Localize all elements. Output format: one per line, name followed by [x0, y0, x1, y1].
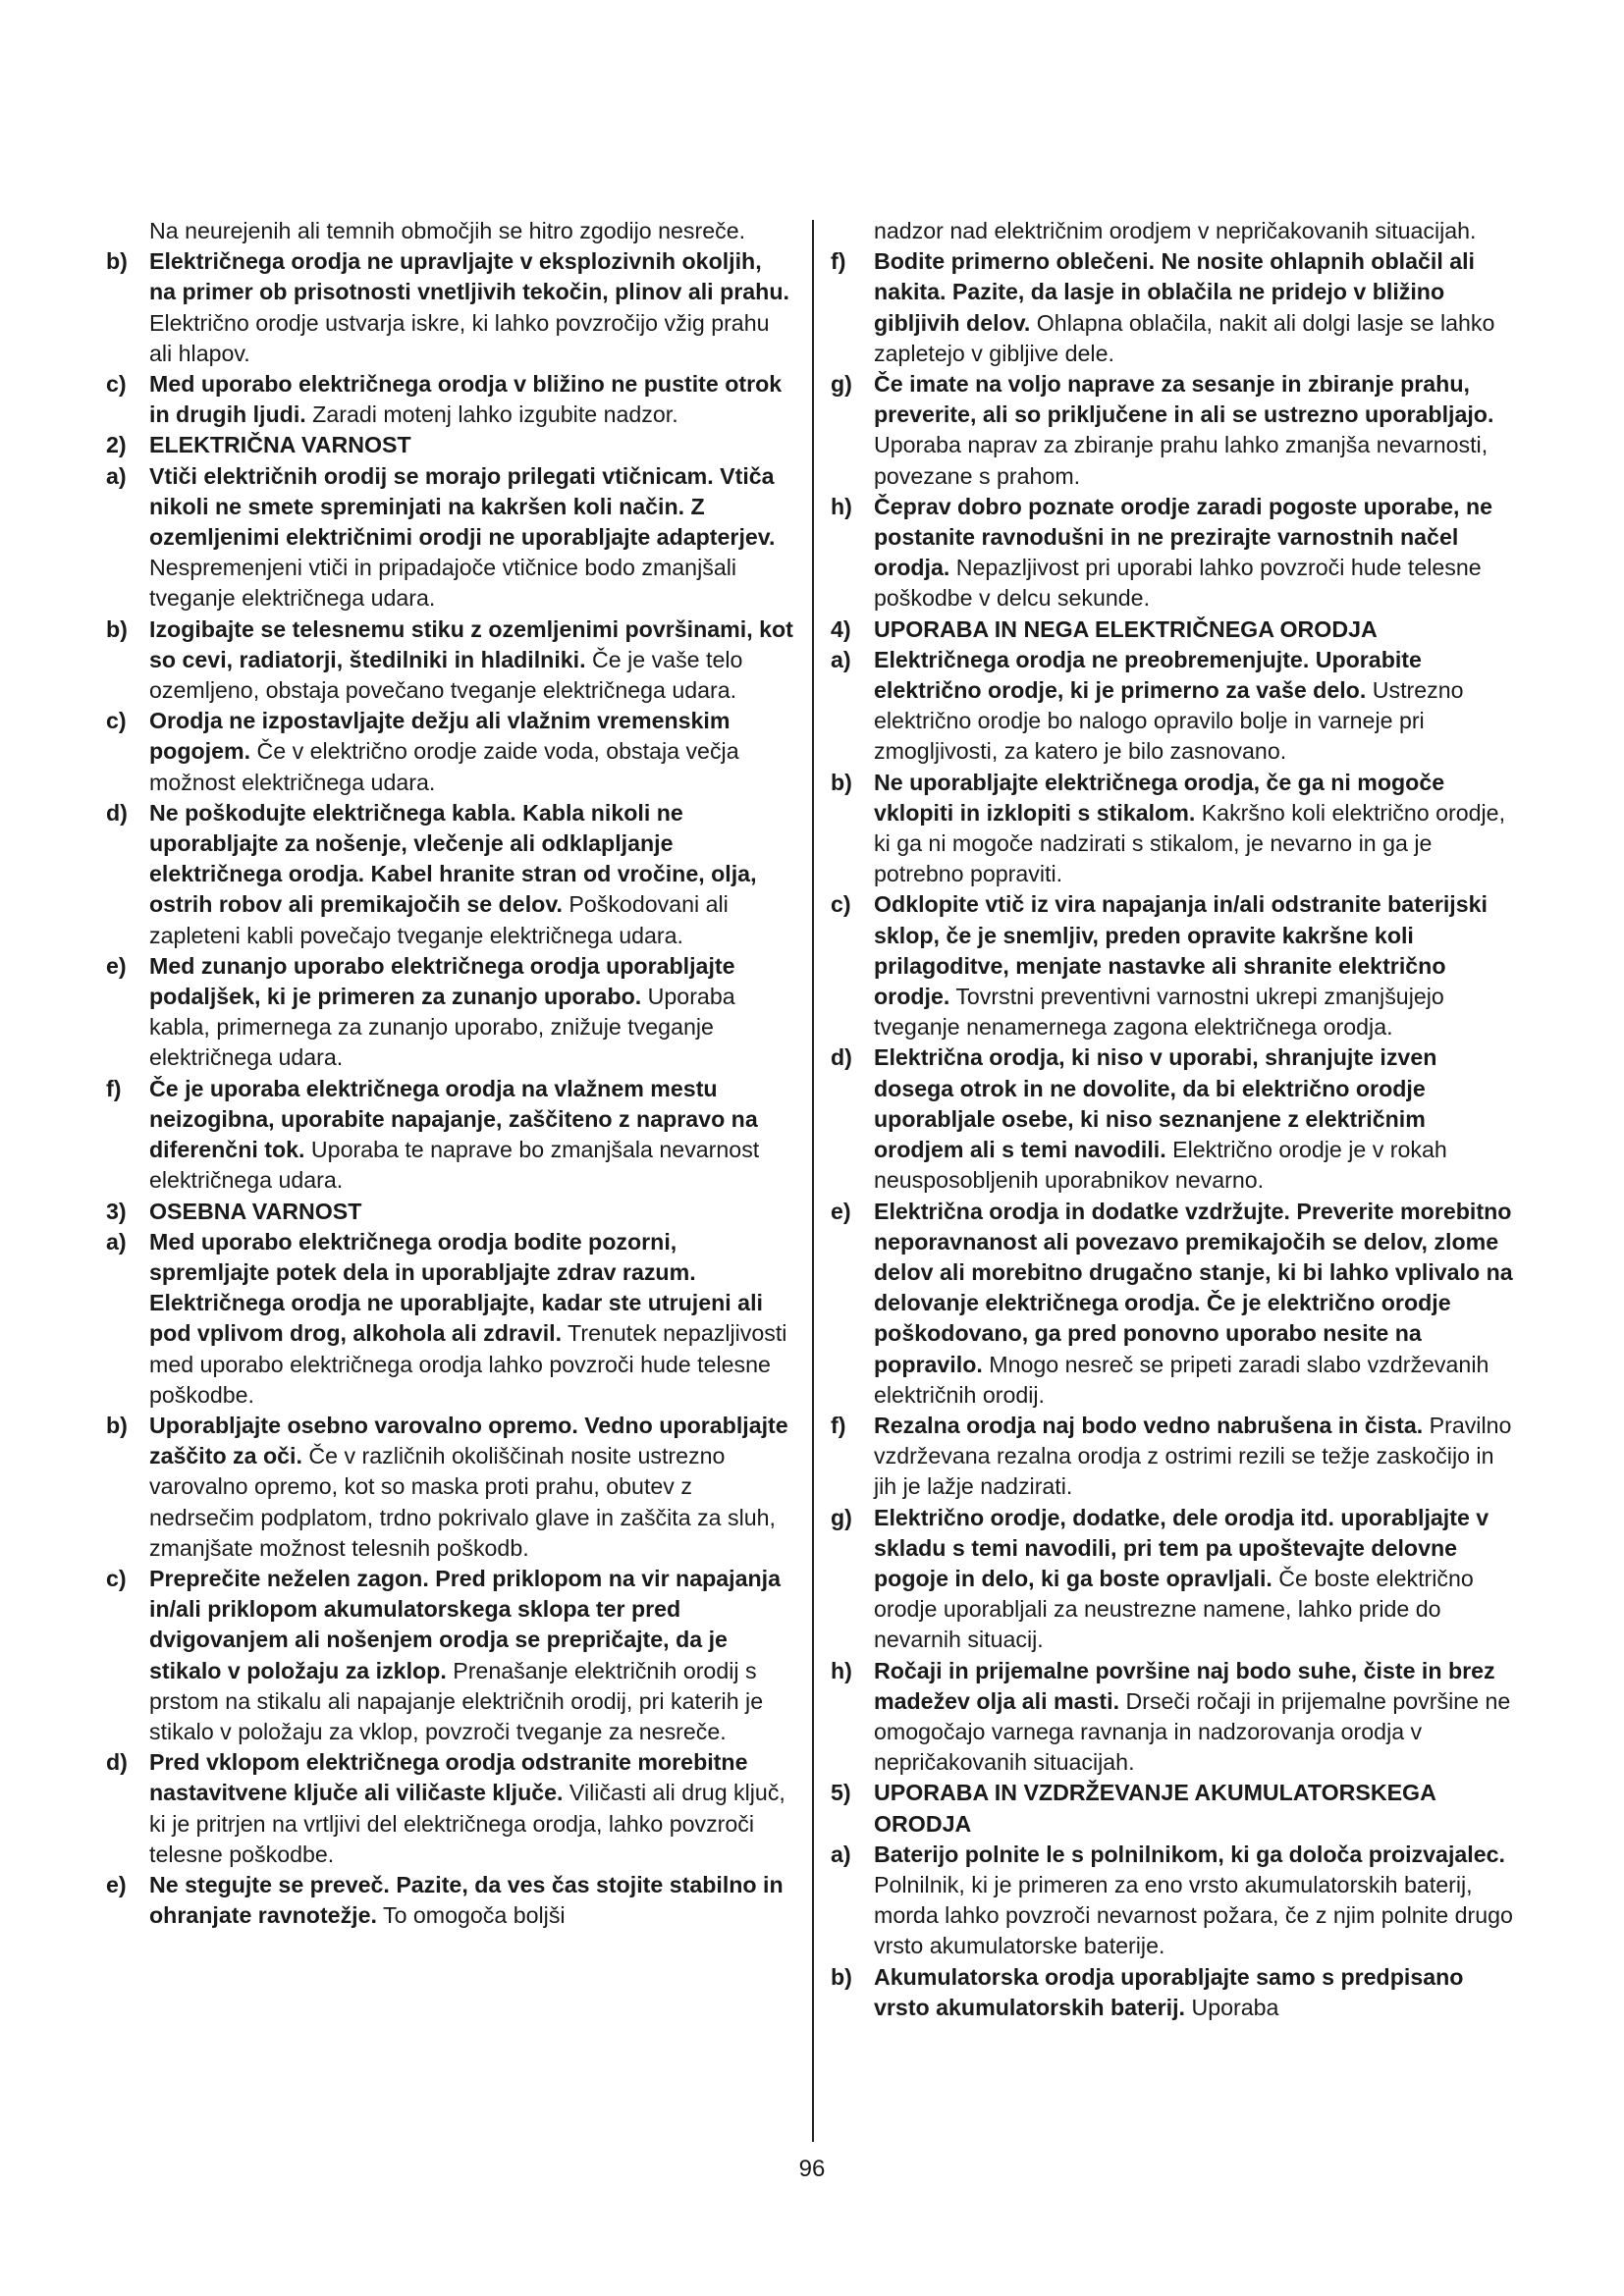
item-text: Nepazljivost pri uporabi lahko povzroči hude telesne poškodbe v delcu sekunde. — [874, 555, 1482, 612]
item-label: b) — [106, 248, 128, 275]
item-text: Ohlapna oblačila, nakit ali dolgi lasje se lahko zapletejo v gibljive dele. — [874, 309, 1495, 366]
list-item — [831, 1962, 1518, 2023]
item-label: d) — [831, 1044, 852, 1071]
item-label: b) — [106, 615, 128, 642]
item-text: Polnilnik, ki je primeren za eno vrsto akumulatorskih baterij, morda lahko povzroči nevarnost požara, če z njim polnite drugo vrsto akumulatorske baterije. — [874, 1871, 1513, 1959]
item-text: Nespremenjeni vtiči in pripadajoče vtičnice bodo zmanjšali tveganje električnega udara. — [149, 555, 737, 612]
list-item — [106, 1564, 793, 1747]
item-bold-text: Električno orodje, dodatke, dele orodja itd. uporabljajte v skladu s temi navodili, pri tem pa upoštevajte delovne pogoje in delo, ki ga boste opravljali. — [874, 1504, 1489, 1591]
item-text: Ustrezno električno orodje bo nalogo opravilo bolje in varneje pri zmogljivosti, za katero je bilo zasnovano. — [874, 677, 1464, 765]
list-item — [831, 1656, 1518, 1779]
item-label: a) — [106, 1228, 127, 1255]
item-text: Prenašanje električnih orodij s prstom na stikalu ali napajanje električnih orodij, pri katerih je stikalo v položaju za vklop, povzroči tveganje za nesreče. — [149, 1657, 764, 1744]
item-bold-text: Preprečite neželen zagon. Pred priklopom na vir napajanja in/ali priklopom akumulatorskega sklopa ter pred dvigovanjem ali nošenjem orodja se prepričajte, da je stikalo v položaju za izklop. — [149, 1565, 782, 1683]
list-item — [831, 1411, 1518, 1503]
list-item — [831, 768, 1518, 890]
list-item — [831, 889, 1518, 1042]
item-text: To omogoča boljši — [376, 1902, 566, 1929]
item-bold-text: Rezalna orodja naj bodo vedno nabrušena in čista. — [874, 1412, 1424, 1438]
item-text: Poškodovani ali zapleteni kabli povečajo tveganje električnega udara. — [149, 891, 729, 948]
item-text: Pravilno vzdrževana rezalna orodja z ostrimi rezili se težje zaskočijo in jih je lažje nadzirati. — [874, 1412, 1512, 1500]
item-text: Na neurejenih ali temnih območjih se hitro zgodijo nesreče. — [149, 218, 746, 243]
item-text: Trenutek nepazljivosti med uporabo električnega orodja lahko povzroči hude telesne poškodbe. — [149, 1320, 787, 1408]
item-bold-text: Ne uporabljajte električnega orodja, če ga ni mogoče vklopiti in izklopiti s stikalom. — [874, 769, 1445, 826]
item-bold-text: Odklopite vtič iz vira napajanja in/ali odstranite baterijski sklop, če je snemljiv, preden opravite kakršne koli prilagoditve, menjate nastavke ali shranite električno orodje. — [874, 891, 1488, 1010]
list-item — [831, 1042, 1518, 1196]
item-text: Če v različnih okoliščinah nosite ustrezno varovalno opremo, kot so maska proti prahu, obutev z nedrsečim podplatom, trdno pokrivalo glave in zaščita za sluh, zmanjšate možnost telesnih poškodb. — [149, 1443, 776, 1561]
item-bold-text: Izogibajte se telesnemu stiku z ozemljenimi površinami, kot so cevi, radiatorji, štedilniki in hladilniki. — [149, 615, 793, 672]
item-bold-text: Čeprav dobro poznate orodje zaradi pogoste uporabe, ne postanite ravnodušni in ne prezirajte varnostnih načel orodja. — [874, 493, 1493, 581]
item-label: b) — [106, 1412, 128, 1438]
left-column — [106, 216, 793, 1931]
item-label: c) — [106, 708, 127, 734]
item-text: Mnogo nesreč se pripeti zaradi slabo vzdrževanih električnih orodij. — [874, 1351, 1489, 1408]
item-label: c) — [106, 1565, 127, 1591]
section-title: UPORABA IN NEGA ELEKTRIČNEGA ORODJA — [874, 615, 1378, 642]
list-item — [106, 246, 793, 369]
item-label: a) — [106, 462, 127, 489]
list-item — [106, 1074, 793, 1197]
list-item — [106, 1411, 793, 1564]
item-text: Električno orodje ustvarja iskre, ki lahko povzročijo vžig prahu ali hlapov. — [149, 309, 770, 366]
section-number: 4) — [831, 615, 851, 642]
item-label: f) — [831, 1412, 846, 1438]
section-number: 2) — [106, 432, 127, 458]
section-number: 3) — [106, 1198, 127, 1224]
section-heading — [831, 614, 1518, 645]
list-item — [831, 645, 1518, 768]
section-heading — [106, 430, 793, 460]
list-item — [106, 1747, 793, 1870]
list-item — [106, 614, 793, 707]
item-label: a) — [831, 646, 851, 672]
list-item — [831, 1840, 1518, 1962]
section-number: 5) — [831, 1780, 851, 1806]
right-column — [831, 216, 1518, 2023]
item-label: e) — [106, 1871, 127, 1897]
item-text: Drseči ročaji in prijemalne površine ne omogočajo varnega ravnanja in nadzorovanja orodja v nepričakovanih situacijah. — [874, 1687, 1511, 1776]
list-item — [831, 246, 1518, 369]
item-text: Če je vaše telo ozemljeno, obstaja povečano tveganje električnega udara. — [149, 646, 743, 704]
section-title: UPORABA IN VZDRŽEVANJE AKUMULATORSKEGA ORODJA — [874, 1780, 1435, 1837]
item-label: d) — [106, 1749, 128, 1776]
item-text: Uporaba te naprave bo zmanjšala nevarnost električnega udara. — [149, 1137, 760, 1194]
item-bold-text: Če je uporaba električnega orodja na vlažnem mestu neizogibna, uporabite napajanje, zaščiteno z napravo na diferenčni tok. — [149, 1075, 758, 1163]
item-text: Zaradi motenj lahko izgubite nadzor. — [305, 401, 678, 428]
item-text: Če boste električno orodje uporabljali za neustrezne namene, lahko pride do nevarnih situacij. — [874, 1565, 1474, 1653]
item-bold-text: Električnega orodja ne preobremenjujte. Uporabite električno orodje, ki je primerno za vaše delo. — [874, 646, 1422, 704]
list-item — [106, 216, 793, 246]
section-title: OSEBNA VARNOST — [149, 1198, 362, 1224]
item-label: h) — [831, 493, 852, 519]
item-label: a) — [831, 1841, 851, 1867]
item-text: Električno orodje je v rokah neusposobljenih uporabnikov nevarno. — [874, 1137, 1447, 1194]
item-label: f) — [106, 1075, 122, 1101]
item-text: Uporaba naprav za zbiranje prahu lahko zmanjša nevarnosti, povezane s prahom. — [874, 432, 1489, 489]
item-bold-text: Uporabljajte osebno varovalno opremo. Vedno uporabljajte zaščito za oči. — [149, 1412, 788, 1469]
item-text: Tovrstni preventivni varnostni ukrepi zmanjšujejo tveganje nenamernega zagona električnega orodja. — [874, 984, 1444, 1041]
item-bold-text: Akumulatorska orodja uporabljajte samo s predpisano vrsto akumulatorskih baterij. — [874, 1963, 1464, 2020]
list-item — [831, 1197, 1518, 1411]
list-item — [106, 1870, 793, 1931]
item-label: b) — [831, 769, 852, 795]
item-bold-text: Baterijo polnite le s polnilnikom, ki ga določa proizvajalec. — [874, 1841, 1505, 1867]
item-text: Če v električno orodje zaide voda, obstaja večja možnost električnega udara. — [149, 738, 739, 795]
item-bold-text: Med uporabo električnega orodja bodite pozorni, spremljajte potek dela in uporabljajte zdrav razum. Električnega orodja ne uporabljajte, kadar ste utrujeni ali pod vplivom drog, alkohola ali zdravil. — [149, 1228, 763, 1347]
item-label: c) — [106, 371, 127, 398]
list-item — [831, 369, 1518, 492]
item-label: b) — [831, 1963, 852, 1990]
page-number: 96 — [798, 2156, 826, 2182]
item-bold-text: Orodja ne izpostavljajte dežju ali vlažnim vremenskim pogojem. — [149, 708, 731, 765]
list-item — [106, 706, 793, 798]
item-bold-text: Če imate na voljo naprave za sesanje in zbiranje prahu, preverite, ali so priključene in ali se ustrezno uporabljajo. — [874, 371, 1494, 428]
list-item — [106, 369, 793, 430]
item-text: nadzor nad električnim orodjem v nepričakovanih situacijah. — [874, 218, 1477, 243]
item-label: g) — [831, 371, 852, 398]
item-bold-text: Med zunanjo uporabo električnega orodja uporabljajte podaljšek, ki je primeren za zunanjo uporabo. — [149, 952, 735, 1010]
item-text: Uporaba — [1185, 1994, 1279, 2020]
item-label: f) — [831, 248, 846, 275]
column-divider — [812, 220, 814, 2142]
item-label: g) — [831, 1504, 852, 1530]
item-text: Kakršno koli električno orodje, ki ga ni mogoče nadzirati s stikalom, je nevarno in ga je potrebno popraviti. — [874, 799, 1506, 887]
list-item — [831, 216, 1518, 246]
item-bold-text: Med uporabo električnega orodja v bližino ne pustite otrok in drugih ljudi. — [149, 371, 783, 428]
item-bold-text: Ne poškodujte električnega kabla. Kabla nikoli ne uporabljajte za nošenje, vlečenje ali odklapljanje električnega orodja. Kabel hranite stran od vročine, olja, ostrih robov ali premikajočih se delov. — [149, 799, 757, 918]
item-bold-text: Ne stegujte se preveč. Pazite, da ves čas stojite stabilno in ohranjate ravnotežje. — [149, 1871, 784, 1929]
item-bold-text: Bodite primerno oblečeni. Ne nosite ohlapnih oblačil ali nakita. Pazite, da lasje in oblačila ne pridejo v bližino gibljivih delov. — [874, 248, 1475, 336]
section-heading — [831, 1778, 1518, 1839]
item-bold-text: Vtiči električnih orodij se morajo prilegati vtičnicam. Vtiča nikoli ne smete spreminjati na kakršen koli način. Z ozemljenimi električnimi orodji ne uporabljajte adapterjev. — [149, 462, 776, 551]
section-title: ELEKTRIČNA VARNOST — [149, 432, 411, 458]
item-label: e) — [106, 952, 127, 979]
list-item — [106, 798, 793, 951]
list-item — [831, 1503, 1518, 1656]
item-bold-text: Električna orodja in dodatke vzdržujte. Preverite morebitno neporavnanost ali povezavo premikajočih se delov, zlome delov ali morebitno drugačno stanje, ki bi lahko vplivalo na delovanje električnega orodja. Če je električno orodje poškodovano, ga pred ponovno uporabo nesite na popravilo. — [874, 1198, 1513, 1377]
list-item — [106, 951, 793, 1074]
item-bold-text: Električna orodja, ki niso v uporabi, shranjujte izven dosega otrok in ne dovolite, da bi električno orodje uporabljale osebe, ki niso seznanjene z električnim orodjem ali s temi navodili. — [874, 1044, 1437, 1163]
list-item — [106, 461, 793, 614]
item-bold-text: Električnega orodja ne upravljajte v eksplozivnih okoljih, na primer ob prisotnosti vnetljivih tekočin, plinov ali prahu. — [149, 248, 789, 305]
list-item — [831, 492, 1518, 614]
item-text: Uporaba kabla, primernega za zunanjo uporabo, znižuje tveganje električnega udara. — [149, 984, 735, 1071]
item-label: e) — [831, 1198, 851, 1224]
item-label: h) — [831, 1657, 852, 1683]
item-bold-text: Pred vklopom električnega orodja odstranite morebitne nastavitvene ključe ali viličaste ključe. — [149, 1749, 748, 1806]
item-label: c) — [831, 891, 851, 918]
section-heading — [106, 1197, 793, 1227]
list-item — [106, 1227, 793, 1411]
item-bold-text: Ročaji in prijemalne površine naj bodo suhe, čiste in brez madežev olja ali masti. — [874, 1657, 1495, 1714]
item-label: d) — [106, 799, 128, 826]
item-text: Viličasti ali drug ključ, ki je pritrjen na vrtljivi del električnega orodja, lahko povzroči telesne poškodbe. — [149, 1780, 785, 1867]
